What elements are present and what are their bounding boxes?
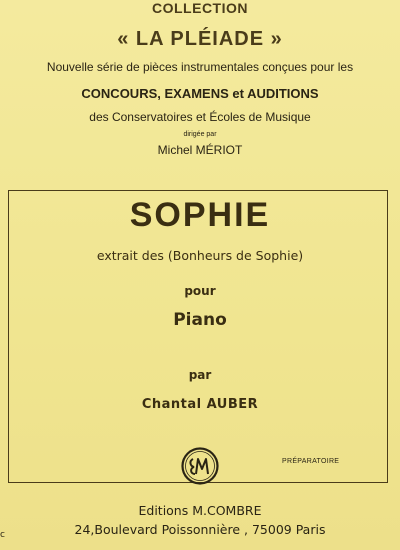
directed-by-label: dirigée par [183,131,217,138]
collection-name: « LA PLÉIADE » [117,28,283,50]
series-director: Michel MÉRIOT [157,143,243,157]
par-label: par [188,368,212,382]
instrument: Piano [173,310,227,330]
collection-label: COLLECTION [152,0,248,16]
composer: Chantal AUBER [141,397,259,412]
publisher-name: Editions M.COMBRE [138,503,262,518]
series-description: Nouvelle série de pièces instrumentales conçues pour les [46,60,354,74]
series-audience: des Conservatoires et Écoles de Musique [89,110,311,124]
publisher-logo-icon [181,447,219,485]
edge-mark: c [0,530,5,540]
pour-label: pour [184,284,216,298]
difficulty-level: PRÉPARATOIRE [282,458,340,465]
piece-source: extrait des (Bonheurs de Sophie) [96,248,304,263]
publisher-address: 24,Boulevard Poissonnière , 75009 Paris [74,522,326,537]
series-purpose: CONCOURS, EXAMENS et AUDITIONS [81,86,319,101]
piece-title: SOPHIE [129,196,271,234]
